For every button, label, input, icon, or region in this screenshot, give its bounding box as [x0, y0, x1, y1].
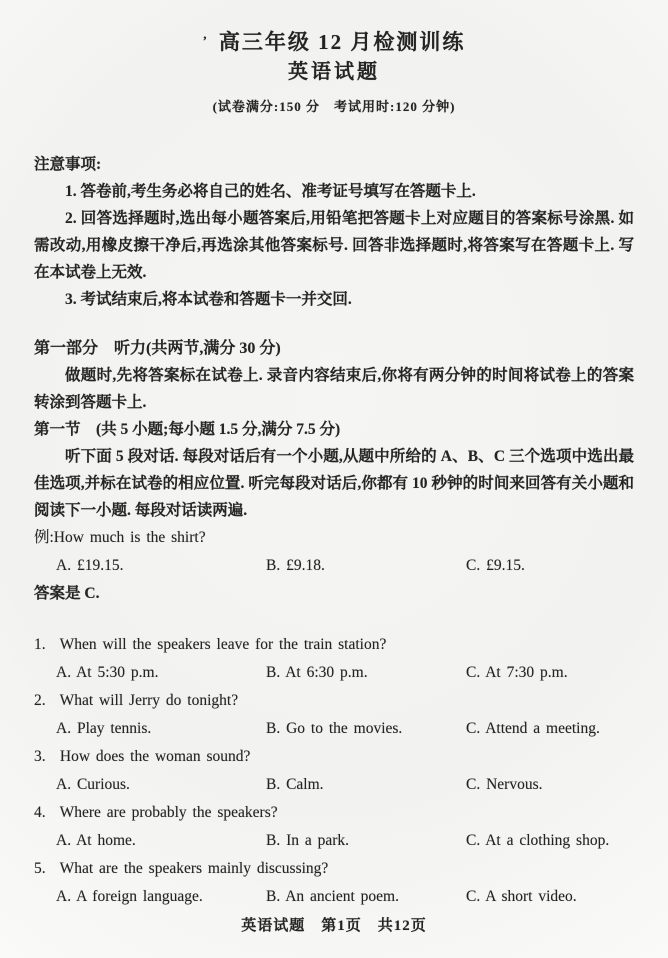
option-a: A. A foreign language. [56, 888, 203, 905]
part1-heading: 第一部分 听力(共两节,满分 30 分) [34, 340, 281, 357]
option-c: C. A short video. [466, 888, 577, 905]
question-text [34, 631, 634, 659]
option-b: B. Calm. [266, 776, 324, 793]
question-text [34, 687, 634, 715]
question-3 [34, 743, 634, 799]
part1-intro: 做题时,先将答案标在试卷上. 录音内容结束后,你将有两分钟的时间将试卷上的答案转涂到答题卡上. [34, 367, 634, 411]
option-a: A. At 5:30 p.m. [56, 664, 159, 681]
exam-meta: (试卷满分:150 分 考试用时:120 分钟) [212, 99, 456, 114]
option-c: C. At a clothing shop. [466, 832, 610, 849]
notice-item-1: 1. 答卷前,考生务必将自己的姓名、准考证号填写在答题卡上. [65, 183, 476, 200]
option-a: A. Play tennis. [56, 720, 152, 737]
example-options-row [56, 552, 634, 580]
example-answer: 答案是 C. [34, 585, 100, 602]
section1-instructions: 听下面 5 段对话. 每段对话后有一个小题,从题中所给的 A、B、C 三个选项中选出最佳选项,并标在试卷的相应位置. 听完每段对话后,你都有 10 秒钟的时间来回答有关小题和阅读下一小题. 每段对话读两遍. [34, 448, 634, 519]
section1-heading: 第一节 (共 5 小题;每小题 1.5 分,满分 7.5 分) [34, 421, 341, 438]
question-stem: When will the speakers leave for the train station? [59, 636, 387, 653]
question-4 [34, 799, 634, 855]
question-number: 5. [34, 860, 46, 877]
question-number: 2. [34, 692, 46, 709]
question-stem: What will Jerry do tonight? [59, 692, 239, 709]
page-title-text: 高三年级 12 月检测训练 [218, 30, 466, 54]
stray-mark: ’ [202, 33, 207, 48]
question-number: 4. [34, 804, 46, 821]
option-b: B. An ancient poem. [266, 888, 399, 905]
question-text [34, 855, 634, 883]
option-c: C. Attend a meeting. [466, 720, 600, 737]
option-b: B. In a park. [266, 832, 350, 849]
option-b: B. At 6:30 p.m. [266, 664, 368, 681]
question-text [34, 799, 634, 827]
question-number: 1. [34, 636, 46, 653]
options-row [56, 883, 634, 911]
question-text [34, 743, 634, 771]
options-row [56, 659, 634, 687]
example-option-a: A. £19.15. [56, 557, 124, 574]
option-b: B. Go to the movies. [266, 720, 403, 737]
options-row [56, 827, 634, 855]
notice-item-3: 3. 考试结束后,将本试卷和答题卡一并交回. [65, 291, 352, 308]
page-footer: 英语试题 第1页 共12页 [241, 918, 427, 934]
question-number: 3. [34, 748, 46, 765]
option-a: A. At home. [56, 832, 136, 849]
option-c: C. At 7:30 p.m. [466, 664, 568, 681]
option-c: C. Nervous. [466, 776, 543, 793]
option-a: A. Curious. [56, 776, 130, 793]
example-option-b: B. £9.18. [266, 557, 325, 574]
page-title [34, 26, 634, 57]
notice-heading: 注意事项: [34, 156, 102, 173]
paper-subtitle: 英语试题 [288, 61, 380, 83]
question-stem: How does the woman sound? [59, 748, 251, 765]
question-5 [34, 855, 634, 911]
options-row [56, 715, 634, 743]
example-option-c: C. £9.15. [466, 557, 525, 574]
options-row [56, 771, 634, 799]
question-1 [34, 631, 634, 687]
question-stem: What are the speakers mainly discussing? [59, 860, 329, 877]
example-question: 例:How much is the shirt? [34, 529, 206, 546]
question-2 [34, 687, 634, 743]
notice-item-2: 2. 回答选择题时,选出每小题答案后,用铅笔把答题卡上对应题目的答案标号涂黑. 如需改动,用橡皮擦干净后,再选涂其他答案标号. 回答非选择题时,将答案写在答题卡上. 写在本试卷上无效. [34, 210, 634, 281]
question-stem: Where are probably the speakers? [59, 804, 278, 821]
